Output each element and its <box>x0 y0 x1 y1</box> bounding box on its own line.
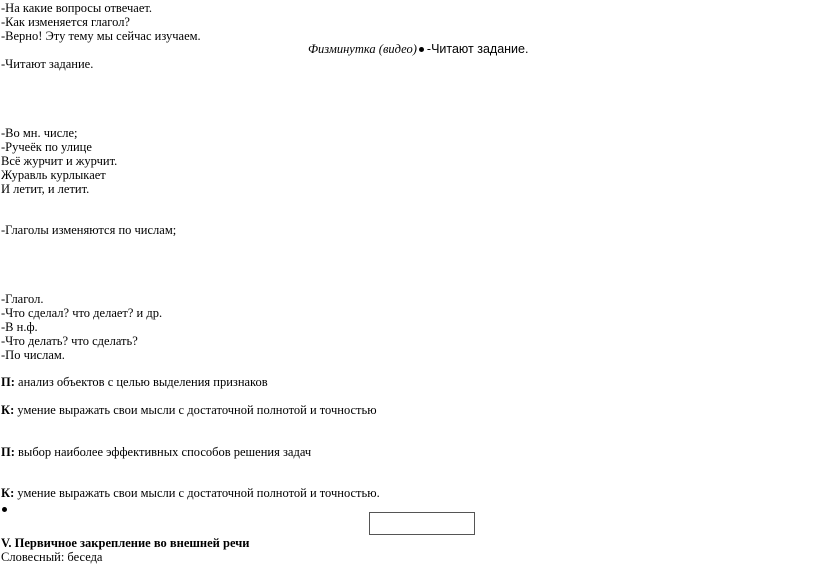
text-line: -В н.ф. <box>1 320 38 334</box>
uud-text: выбор наиболее эффективных способов решения задач <box>14 445 312 459</box>
bullet-icon <box>419 47 424 52</box>
text-line: -Глаголы изменяются по числам; <box>1 223 177 237</box>
poem-line: Всё журчит и журчит. <box>1 154 118 168</box>
uud-item <box>1 486 380 500</box>
uud-label: К: <box>1 403 15 417</box>
text-line: -На какие вопросы отвечает. <box>1 1 153 15</box>
text-line: -Что делать? что сделать? <box>1 334 138 348</box>
bullet-line <box>0 502 10 516</box>
uud-item <box>1 375 268 389</box>
uud-text: анализ объектов с целью выделения признаков <box>14 375 268 389</box>
section-method: Словесный: беседа <box>1 550 103 564</box>
poem-line: -Ручеёк по улице <box>1 140 92 154</box>
uud-label: П: <box>1 445 15 459</box>
poem-line: Журавль курлыкает <box>1 168 106 182</box>
section-title: V. Первичное закрепление во внешней речи <box>1 536 250 550</box>
text-line: -Читают задание. <box>1 57 94 71</box>
uud-item <box>1 403 377 417</box>
text-line: -По числам. <box>1 348 65 362</box>
text-line: -Глагол. <box>1 292 44 306</box>
bullet-icon <box>2 507 7 512</box>
uud-text: умение выражать свои мысли с достаточной полнотой и точностью <box>14 403 377 417</box>
uud-label: К: <box>1 486 15 500</box>
fizminutka-label: Физминутка (видео) <box>308 42 417 56</box>
text-line: -Верно! Эту тему мы сейчас изучаем. <box>1 29 201 43</box>
uud-text: умение выражать свои мысли с достаточной полнотой и точностью. <box>14 486 380 500</box>
text-line: -Что сделал? что делает? и др. <box>1 306 163 320</box>
uud-label: П: <box>1 375 15 389</box>
fizminutka-line <box>308 42 528 56</box>
text-line: -Во мн. числе; <box>1 126 78 140</box>
empty-frame <box>369 512 475 535</box>
text-line: -Как изменяется глагол? <box>1 15 130 29</box>
poem-line: И летит, и летит. <box>1 182 90 196</box>
fizminutka-task: -Читают задание. <box>426 42 529 56</box>
uud-item <box>1 445 311 459</box>
